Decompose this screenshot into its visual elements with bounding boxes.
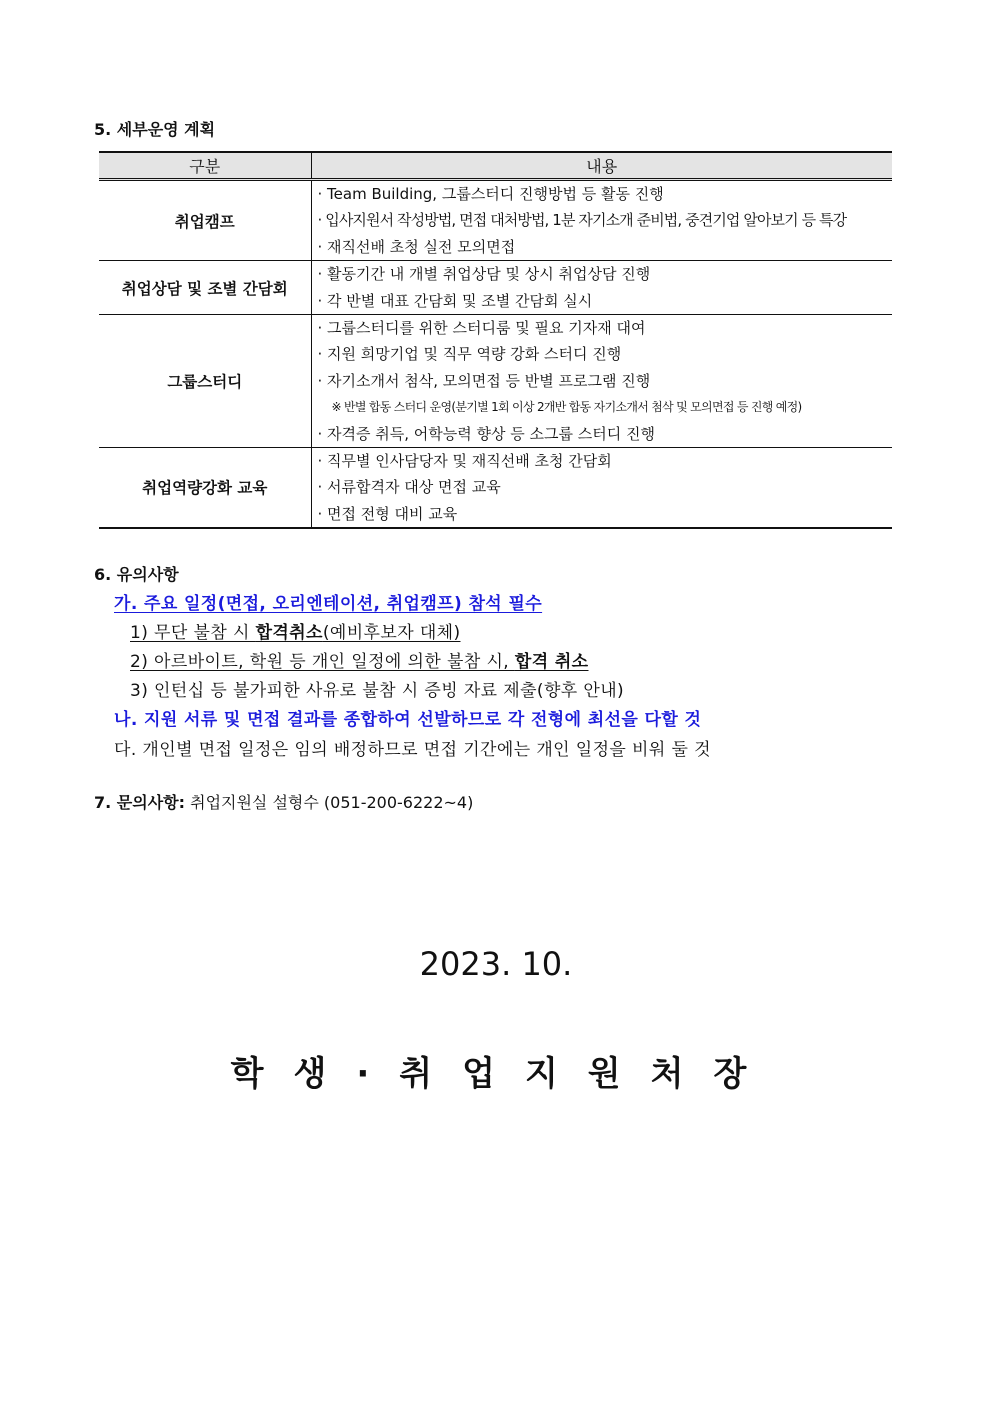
section-6-title: 6. 유의사항 — [94, 565, 179, 584]
content-line: · Team Building, 그룹스터디 진행방법 등 활동 진행 — [317, 185, 664, 203]
note-ga-1-prefix: 1) 무단 불참 시 — [130, 623, 256, 643]
operation-plan-table — [99, 151, 892, 529]
content-line: · 활동기간 내 개별 취업상담 및 상시 취업상담 진행 — [317, 265, 651, 284]
content-line: · 각 반별 대표 간담회 및 조별 간담회 실시 — [317, 291, 593, 310]
section-5-title: 5. 세부운영 계획 — [94, 120, 216, 139]
row-content — [311, 447, 892, 528]
section-7 — [94, 790, 473, 813]
row-category: 그룹스터디 — [99, 314, 311, 447]
content-line: · 지원 희망기업 및 직무 역량 강화 스터디 진행 — [317, 345, 622, 364]
row-content — [311, 180, 892, 261]
content-line: · 입사지원서 작성방법, 면접 대처방법, 1분 자기소개 준비법, 중견기업 알아보기 등 특강 — [317, 211, 847, 230]
note-ga-2-prefix: 2) 아르바이트, 학원 등 개인 일정에 의한 불참 시, — [130, 652, 515, 672]
table-row — [99, 261, 892, 315]
content-note-line: ※ 반별 합동 스터디 운영(분기별 1회 이상 2개반 합동 자기소개서 첨삭 및 모의면접 등 진행 예정) — [331, 400, 802, 415]
note-ga-2-bold: 합격 취소 — [514, 652, 589, 672]
note-ga-1-bold: 합격취소 — [255, 623, 323, 643]
table-row — [99, 314, 892, 447]
table-row — [99, 447, 892, 528]
section-7-title: 7. 문의사항: — [94, 793, 186, 812]
row-category: 취업상담 및 조별 간담회 — [99, 261, 311, 315]
note-na: 나. 지원 서류 및 면접 결과를 종합하여 선발하므로 각 전형에 최선을 다할 것 — [114, 710, 702, 730]
note-ga-1 — [130, 618, 461, 643]
row-category: 취업역량강화 교육 — [99, 447, 311, 528]
content-line: · 자격증 취득, 어학능력 향상 등 소그룹 스터디 진행 — [317, 424, 655, 443]
issuer-signature: 학생·취업지원처장 — [230, 1054, 777, 1094]
row-content — [311, 314, 892, 447]
row-content — [311, 261, 892, 315]
content-line: · 자기소개서 첨삭, 모의면접 등 반별 프로그램 진행 — [317, 371, 651, 390]
document-date: 2023. 10. — [419, 945, 573, 983]
section-7-contact: 취업지원실 설형수 (051-200-6222~4) — [190, 793, 474, 812]
content-line: · 면접 전형 대비 교육 — [317, 504, 458, 523]
header-content: 내용 — [311, 152, 892, 180]
table-row — [99, 180, 892, 261]
header-category: 구분 — [99, 152, 311, 180]
note-da: 다. 개인별 면접 일정은 임의 배정하므로 면접 기간에는 개인 일정을 비워 둘 것 — [114, 740, 711, 760]
content-line: · 직무별 인사담당자 및 재직선배 초청 간담회 — [317, 451, 612, 470]
note-ga-2 — [130, 647, 589, 672]
row-category: 취업캠프 — [99, 180, 311, 261]
note-ga: 가. 주요 일정(면접, 오리엔테이션, 취업캠프) 참석 필수 — [114, 594, 543, 614]
content-line: · 서류합격자 대상 면접 교육 — [317, 478, 501, 497]
content-line: · 재직선배 초청 실전 모의면접 — [317, 237, 516, 256]
note-ga-3: 3) 인턴십 등 불가피한 사유로 불참 시 증빙 자료 제출(향후 안내) — [130, 681, 625, 701]
content-line: · 그룹스터디를 위한 스터디룸 및 필요 기자재 대여 — [317, 318, 646, 337]
table-header-row — [99, 152, 892, 180]
note-ga-1-suffix: (예비후보자 대체) — [322, 623, 461, 643]
